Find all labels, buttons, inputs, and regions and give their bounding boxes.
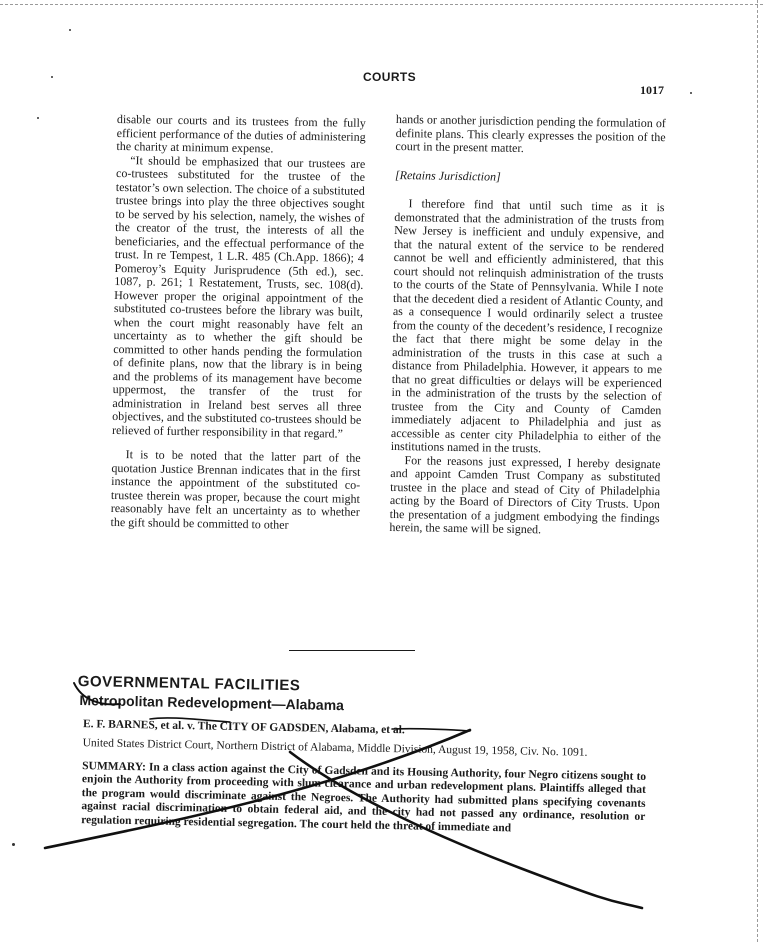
scan-speck [690, 92, 692, 94]
topic-title: GOVERNMENTAL FACILITIES [77, 672, 301, 695]
right-paragraph-order: For the reasons just expressed, I hereby designate and appoint Camden Trust Company as substituted trustee in the place and stead of City of Philadelphia acting by the Board of Directors of City Trusts. Upon the presentation of a judgment embodying the findings herein, the same will be signed. [389, 452, 661, 537]
left-paragraph-note: It is to be noted that the latter part of the quotation Justice Brennan indicates that in the first instance the appointment of the substituted co-trustee therein was proper, because the court might reasonably have felt an uncertainty as to whether the gift should be committed to other [110, 447, 361, 532]
scan-border-right [757, 0, 758, 942]
subtopic-title: Metropolitan Redevelopment—Alabama [79, 692, 345, 714]
right-paragraph-finding: I therefore find that until such time as it is demonstrated that the administration of the trusts from New Jersey is inefficient and unduly expensive, and that the natural extent of the service to be rendered cannot be well and efficiently administered, that this court should not relinquish administration of the trusts to the courts of the State of Pennsylvania. While I note that the decedent died a resident of Atlantic County, and as a consequence I would ordinarily select a trustee from the county of the decedent’s residence, I recognize the fact that there might be some delay in the administration of the trusts in this case at such a distance from Philadelphia. However, it appears to me that no great difficulties or delays will be experienced in the administration of the trusts by the selection of trustee from the City and County of Camden immediately adjacent to Philadelphia and just as accessible as center city Philadelphia to either of the institutions named in the trusts. [390, 196, 665, 456]
scan-speck [37, 117, 39, 119]
case-summary: SUMMARY: In a class action against the City of Gadsden and its Housing Authority, four Negro citizens sought to enjoin the Authority from proceeding with slum clearance and urban redevelopment plans. Plaintiffs alleged that the program would discriminate against the Negroes. The Authority had submitted plans specifying covenants against racial discrimination to obtain federal aid, and the city had not passed any ordinance, resolution or regulation requiring residential segregation. The court held the threat of immediate and [81, 759, 647, 834]
next-case-block [75, 672, 648, 838]
left-column [110, 113, 366, 533]
section-heading: [Retains Jurisdiction] [394, 167, 501, 184]
page-number: 1017 [640, 83, 664, 97]
running-head: COURTS [362, 70, 417, 84]
left-paragraph-quotation: “It should be emphasized that our trustees are co-trustees substituted for the trustee of the testator’s own selection. The choice of a substituted trustee brings into play the three objectives sought to be served by his selection, namely, the wishes of the creator of the trust, the interests of all the beneficiaries, and the effectual performance of the trust. In re Tempest, 1 L.R. 485 (Ch.App. 1866); 4 Pomeroy’s Equity Jurisprudence (5th ed.), sec. 1087, p. 261; 1 Restatement, Trusts, sec. 108(d). However proper the original appointment of the substituted co-trustees before the library was built, when the court might reasonably have felt an uncertainty as to whether the gift should be committed to other hands pending the formulation of definite plans, now that the library is in being and the problems of its management have become uppermost, the transfer of the trust for administration in Ireland best serves all three objectives, and the substituted co-trustees should be relieved of further responsibility in that regard.” [111, 152, 366, 441]
scan-speck [12, 843, 15, 846]
scan-border-top [0, 4, 763, 5]
left-paragraph-continued: disable our courts and its trustees from the fully efficient performance of the duties of administering the charity at minimum expense. [116, 112, 366, 156]
scan-speck [69, 29, 71, 31]
case-caption: E. F. BARNES, et al. v. The CITY OF GADSDEN, Alabama, et al. [82, 718, 405, 737]
right-column [389, 113, 666, 539]
right-paragraph-continued: hands or another jurisdiction pending the formulation of definite plans. This clearly expresses the position of the court in the present matter. [395, 112, 666, 156]
court-info: United States District Court, Northern District of Alabama, Middle Division, August 19, 1958, Civ. No. 1091. [82, 737, 588, 759]
section-divider [289, 650, 415, 651]
